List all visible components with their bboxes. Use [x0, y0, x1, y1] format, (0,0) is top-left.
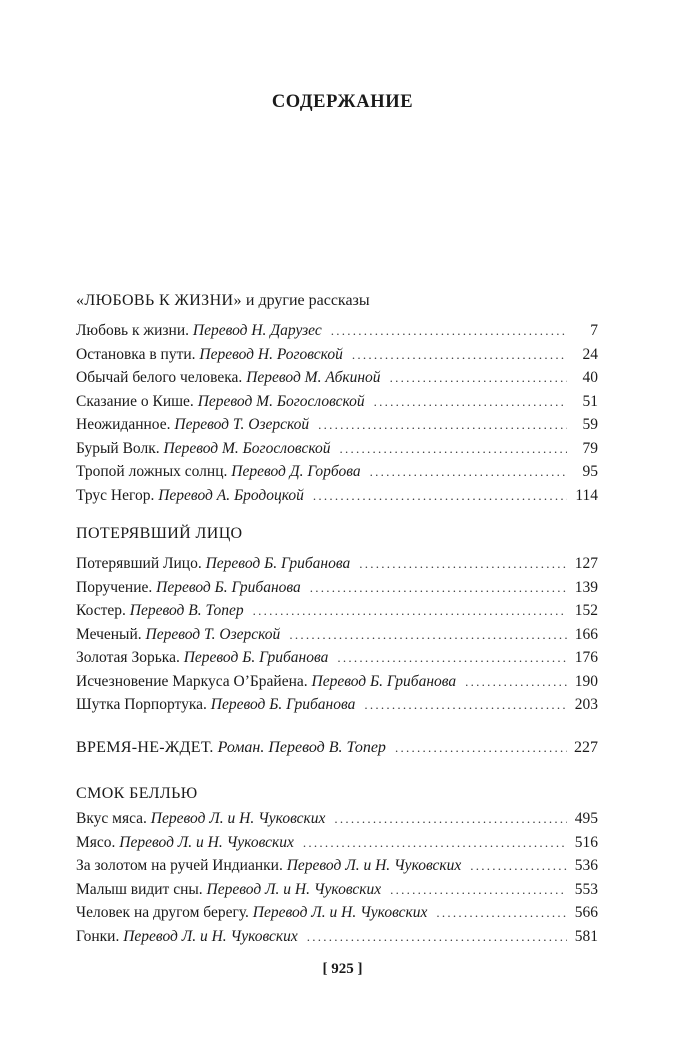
entry-title-line — [76, 693, 355, 717]
dot-leader — [303, 831, 567, 855]
section-heading-subtitle: и другие рассказы — [241, 292, 370, 309]
entry-translator: Перевод Л. и Н. Чуковских — [206, 880, 382, 898]
entry-translator: Перевод Т. Озерской — [174, 416, 310, 433]
entry-page-number: 127 — [574, 555, 598, 572]
section-heading-title: ПОТЕРЯВШИЙ ЛИЦО — [76, 525, 243, 542]
dot-leader — [359, 552, 567, 576]
page-title: СОДЕРЖАНИЕ — [271, 92, 414, 112]
entry-title: Любовь к жизни. — [76, 322, 189, 339]
entry-title-line — [76, 576, 301, 600]
entry-title: Костер. — [76, 602, 126, 619]
entry-page-number: 581 — [574, 927, 598, 945]
entry-title-line — [76, 343, 343, 367]
toc-entry[interactable] — [76, 460, 598, 484]
toc-entry[interactable] — [76, 807, 598, 831]
entry-page-number: 95 — [582, 463, 598, 480]
entry-title: Гонки. — [76, 927, 120, 945]
toc-section-lost-face — [76, 523, 598, 717]
entry-page-number: 553 — [574, 880, 598, 898]
section-heading — [76, 290, 598, 312]
entry-title-line — [76, 366, 381, 390]
entry-title-line — [76, 319, 322, 343]
entry-title-line — [76, 901, 427, 925]
entry-title-line — [76, 623, 280, 647]
entry-title: ВРЕМЯ-НЕ-ЖДЕТ. — [76, 739, 214, 756]
entry-translator: Перевод Л. и Н. Чуковских — [150, 810, 326, 827]
entry-title: Сказание о Кише. — [76, 392, 194, 410]
toc-entry[interactable] — [76, 831, 598, 855]
entry-title: Меченый. — [76, 625, 142, 643]
entry-title-line — [76, 599, 244, 623]
entry-page-number: 7 — [590, 322, 598, 339]
entry-translator: Перевод Б. Грибанова — [183, 649, 329, 666]
toc-entry[interactable] — [76, 901, 598, 925]
entry-page-number: 24 — [582, 345, 598, 363]
entry-page-number: 51 — [582, 392, 598, 410]
entry-translator: Перевод В. Топер — [129, 602, 244, 619]
entry-translator: Роман. Перевод В. Топер — [217, 739, 386, 756]
entry-title: Бурый Волк. — [76, 439, 160, 457]
toc-entry[interactable] — [76, 599, 598, 623]
entry-title-line — [76, 646, 328, 670]
toc-entry[interactable] — [76, 319, 598, 343]
toc-entry[interactable] — [76, 390, 598, 414]
dot-leader — [352, 343, 567, 367]
entry-page-number: 59 — [582, 416, 598, 433]
entry-page-number: 190 — [574, 672, 598, 690]
toc-entry[interactable] — [76, 670, 598, 694]
dot-leader — [337, 646, 567, 670]
dot-leader — [334, 807, 567, 831]
entry-translator: Перевод М. Богословской — [163, 439, 331, 457]
entry-title: Человек на другом берегу. — [76, 904, 249, 921]
entry-translator: Перевод Б. Грибанова — [156, 578, 301, 596]
toc-entry[interactable] — [76, 366, 598, 390]
toc-section-burning-daylight — [76, 736, 598, 760]
entry-page-number: 227 — [574, 739, 598, 756]
entry-title-line — [76, 460, 361, 484]
entry-title-line — [76, 878, 381, 902]
entry-title: Обычай белого человека. — [76, 369, 243, 386]
entry-title: Трус Негор. — [76, 486, 155, 504]
entry-page-number: 79 — [582, 439, 598, 457]
dot-leader — [465, 670, 567, 694]
entry-translator: Перевод Н. Дарузес — [192, 322, 322, 339]
entry-translator: Перевод Н. Роговской — [199, 345, 343, 363]
entry-page-number: 40 — [582, 369, 598, 386]
toc-entry[interactable] — [76, 646, 598, 670]
entry-page-number: 516 — [574, 833, 598, 851]
toc-entry[interactable] — [76, 343, 598, 367]
entry-title: Тропой ложных солнц. — [76, 463, 228, 480]
entry-title-line — [76, 552, 350, 576]
entry-title-line — [76, 437, 330, 461]
dot-leader — [331, 319, 567, 343]
entry-translator: Перевод Л. и Н. Чуковских — [286, 857, 462, 874]
entry-page-number: 495 — [574, 810, 598, 827]
entry-title: Шутка Порпортука. — [76, 696, 207, 713]
entry-page-number: 139 — [574, 578, 598, 596]
dot-leader — [374, 390, 567, 414]
dot-leader — [390, 366, 567, 390]
dot-leader — [470, 854, 567, 878]
dot-leader — [395, 736, 567, 760]
toc-entry[interactable] — [76, 878, 598, 902]
entry-page-number: 536 — [574, 857, 598, 874]
entry-title: Золотая Зорька. — [76, 649, 180, 666]
entry-page-number: 114 — [575, 486, 598, 504]
dot-leader — [289, 623, 567, 647]
entry-title: Остановка в пути. — [76, 345, 196, 363]
dot-leader — [318, 413, 567, 437]
entry-title-line — [76, 854, 461, 878]
dot-leader — [436, 901, 567, 925]
entry-title: Потерявший Лицо. — [76, 555, 202, 572]
entry-title-line — [76, 736, 386, 760]
section-heading-title: «ЛЮБОВЬ К ЖИЗНИ» — [76, 292, 242, 309]
dot-leader — [370, 460, 567, 484]
toc-entry[interactable] — [76, 736, 598, 760]
dot-leader — [310, 576, 567, 600]
entry-title-line — [76, 484, 304, 508]
dot-leader — [313, 484, 567, 508]
entry-translator: Перевод А. Бродоцкой — [158, 486, 304, 504]
entry-title: Неожиданное. — [76, 416, 171, 433]
toc-entry[interactable] — [76, 693, 598, 717]
page-number-folio: [ 925 ] — [322, 961, 363, 977]
entry-translator: Перевод Л. и Н. Чуковских — [119, 833, 294, 851]
dot-leader — [339, 437, 567, 461]
entry-title: Малыш видит сны. — [76, 880, 203, 898]
toc-entry[interactable] — [76, 484, 598, 508]
entry-title: За золотом на ручей Индианки. — [76, 857, 283, 874]
entry-page-number: 566 — [574, 904, 598, 921]
entry-translator: Перевод Б. Грибанова — [210, 696, 356, 713]
entry-title-line — [76, 831, 294, 855]
toc-section-smoke-bellew — [76, 783, 598, 948]
section-heading — [76, 523, 598, 545]
entry-page-number: 166 — [574, 625, 598, 643]
toc-entry[interactable] — [76, 925, 598, 949]
entry-page-number: 152 — [574, 602, 598, 619]
toc-entry[interactable] — [76, 854, 598, 878]
entry-title-line — [76, 925, 298, 949]
entry-page-number: 203 — [574, 696, 598, 713]
dot-leader — [253, 599, 567, 623]
entry-translator: Перевод Л. и Н. Чуковских — [252, 904, 428, 921]
entry-title-line — [76, 670, 456, 694]
entry-translator: Перевод М. Абкиной — [246, 369, 381, 386]
entry-page-number: 176 — [574, 649, 598, 666]
entry-translator: Перевод Б. Грибанова — [311, 672, 457, 690]
entry-translator: Перевод Б. Грибанова — [205, 555, 351, 572]
section-heading-title: СМОК БЕЛЛЬЮ — [76, 785, 198, 802]
toc-section-love-of-life — [76, 290, 598, 507]
section-heading — [76, 783, 598, 805]
entry-title-line — [76, 390, 365, 414]
entry-translator: Перевод Л. и Н. Чуковских — [123, 927, 298, 945]
entry-title-line — [76, 807, 325, 831]
toc-entry[interactable] — [76, 413, 598, 437]
entry-title: Исчезновение Маркуса О’Брайена. — [76, 672, 308, 690]
entry-translator: Перевод Д. Горбова — [231, 463, 361, 480]
toc-entry[interactable] — [76, 552, 598, 576]
dot-leader — [307, 925, 567, 949]
toc-entry[interactable] — [76, 437, 598, 461]
entry-title: Мясо. — [76, 833, 116, 851]
entry-translator: Перевод М. Богословской — [197, 392, 365, 410]
dot-leader — [364, 693, 567, 717]
entry-title: Поручение. — [76, 578, 153, 596]
toc-entry[interactable] — [76, 576, 598, 600]
entry-title: Вкус мяса. — [76, 810, 147, 827]
dot-leader — [390, 878, 567, 902]
toc-entry[interactable] — [76, 623, 598, 647]
entry-title-line — [76, 413, 309, 437]
entry-translator: Перевод Т. Озерской — [145, 625, 281, 643]
